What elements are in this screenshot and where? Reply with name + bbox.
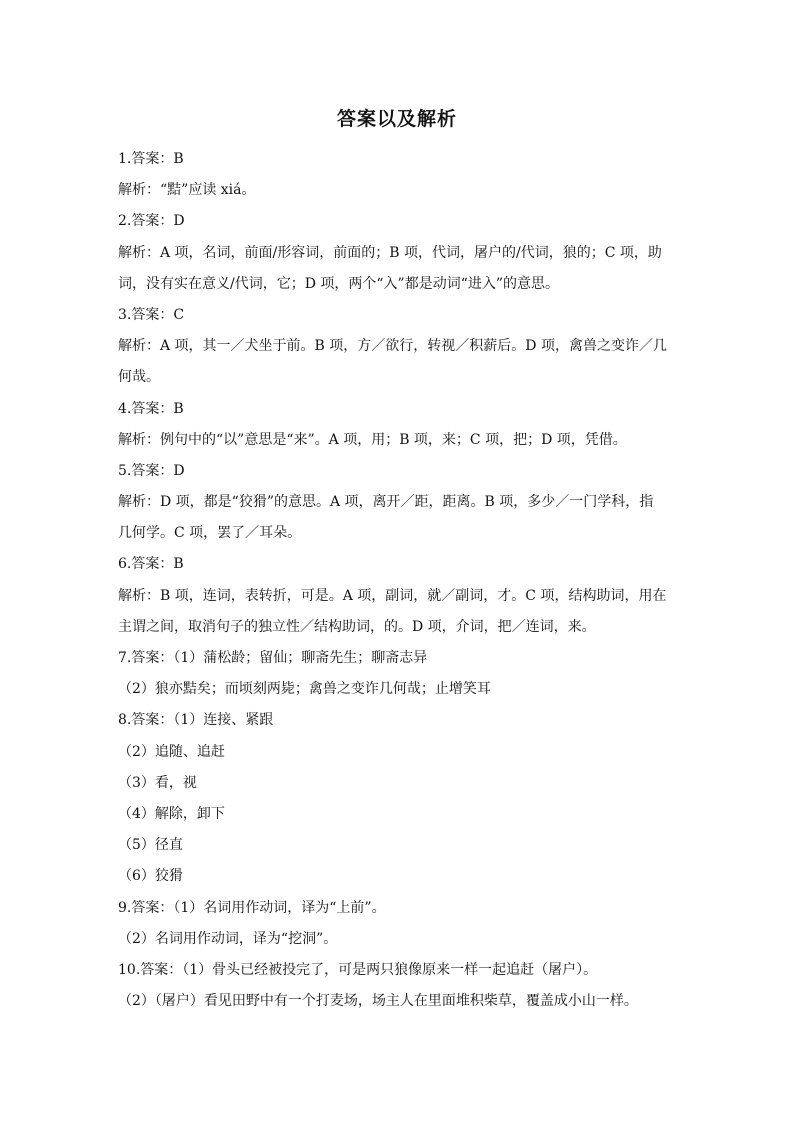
text-line: 主谓之间，取消句子的独立性／结构助词，的。D 项，介词，把／连词，来。 bbox=[118, 618, 596, 635]
text-line: 7.答案：（1）蒲松龄；留仙；聊斋先生；聊斋志异 bbox=[118, 650, 428, 666]
text-line: 4.答案：B bbox=[118, 400, 184, 417]
text-line: 解析：B 项，连词，表转折，可是。A 项，副词，就／副词，才。C 项，结构助词，用在 bbox=[118, 587, 667, 604]
text-line: 8.答案：（1）连接、紧跟 bbox=[118, 712, 274, 729]
text-line: 几何学。C 项，罢了／耳朵。 bbox=[118, 525, 302, 542]
text-line: 何哉。 bbox=[118, 369, 160, 386]
text-line: 3.答案：C bbox=[118, 306, 185, 323]
text-line: （4）解除，卸下 bbox=[118, 805, 225, 822]
text-line: 解析：D 项，都是“狡猾”的意思。A 项，离开／距，距离。B 项，多少／一门学科，指 bbox=[118, 494, 654, 511]
answer-content bbox=[118, 144, 678, 1017]
text-line: 5.答案：D bbox=[118, 462, 185, 479]
text-line: （6）狡猾 bbox=[118, 868, 183, 885]
text-line: （2）（屠户）看见田野中有一个打麦场，场主人在里面堆积柴草，覆盖成小山一样。 bbox=[118, 993, 638, 1010]
text-line: （2）狼亦黠矣；而顷刻两毙；禽兽之变诈几何哉；止增笑耳 bbox=[118, 681, 491, 698]
text-line: （2）名词用作动词，译为“挖洞”。 bbox=[118, 930, 338, 947]
text-line: 6.答案：B bbox=[118, 556, 184, 573]
text-line: （5）径直 bbox=[118, 837, 183, 854]
text-line: （2）追随、追赶 bbox=[118, 743, 225, 760]
text-line: 9.答案：（1）名词用作动词，译为“上前”。 bbox=[118, 899, 386, 916]
text-line: 解析：“黠”应读 xiá。 bbox=[118, 182, 256, 199]
text-line: 2.答案：D bbox=[118, 213, 185, 230]
text-line: 词，没有实在意义/代词，它；D 项，两个“入”都是动词“进入”的意思。 bbox=[118, 275, 560, 292]
text-line: 1.答案：B bbox=[118, 151, 184, 167]
text-line: 解析：A 项，名词，前面/形容词，前面的；B 项，代词，屠户的/代词，狼的；C 项，助 bbox=[118, 244, 662, 261]
page-title: 答案以及解析 bbox=[336, 108, 457, 130]
text-line: （3）看，视 bbox=[118, 774, 197, 791]
text-line: 解析：A 项，其一／犬坐于前。B 项，方／欲行，转视／积薪后。D 项，禽兽之变诈／几 bbox=[118, 338, 667, 355]
text-line: 10.答案：（1）骨头已经被投完了，可是两只狼像原来一样一起追赶（屠户）。 bbox=[118, 961, 598, 978]
text-line: 解析：例句中的“以”意思是“来”。A 项，用；B 项，来；C 项，把；D 项，凭借。 bbox=[118, 431, 627, 448]
